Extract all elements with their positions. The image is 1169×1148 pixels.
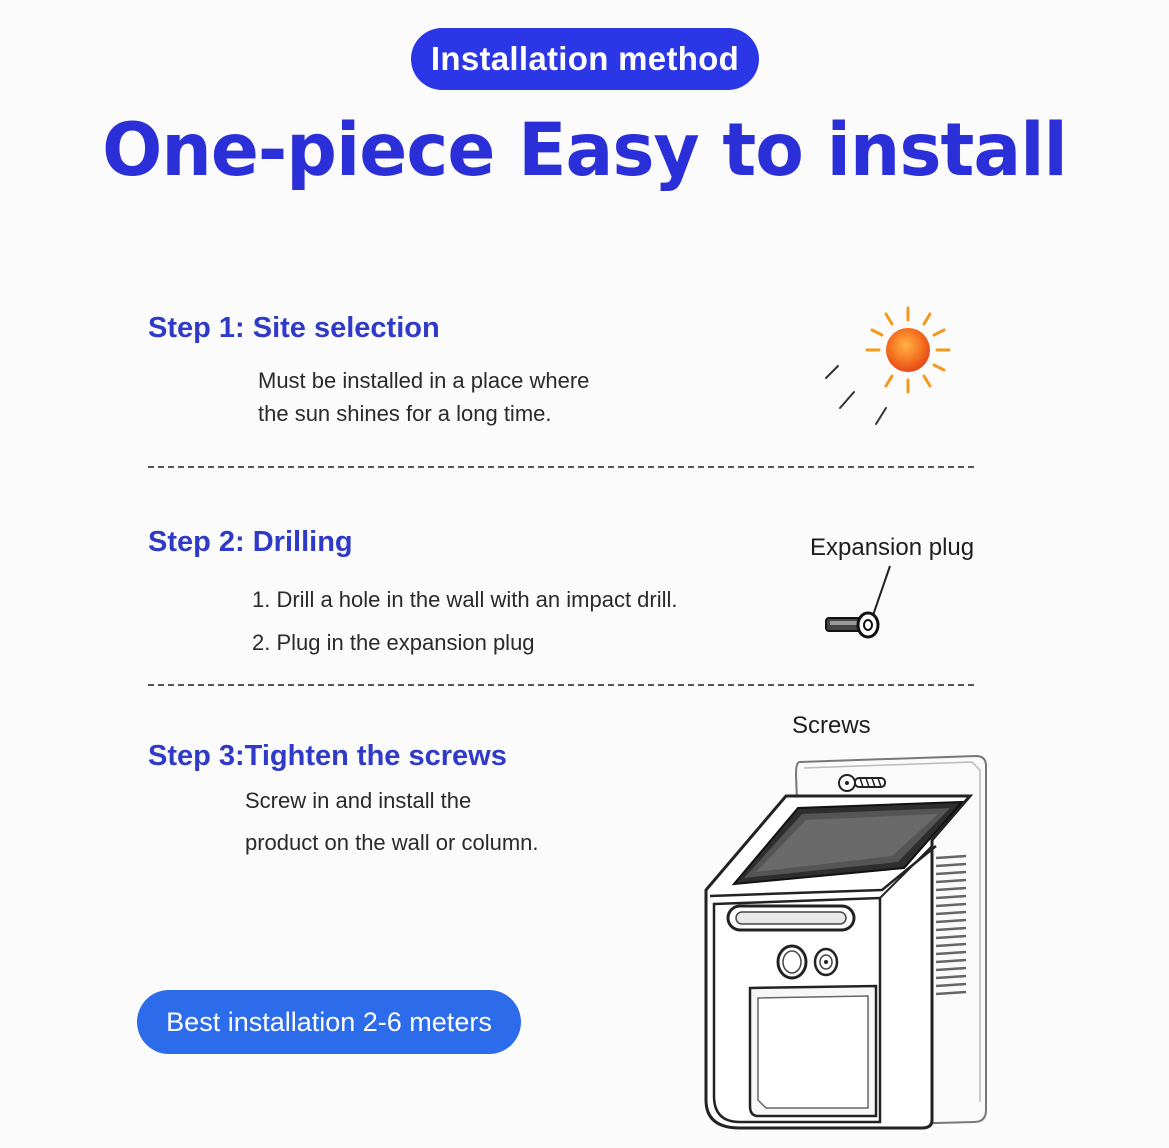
step-1-line-1: Must be installed in a place where (258, 368, 590, 393)
expansion-plug-icon (820, 560, 900, 650)
divider-1 (148, 466, 974, 468)
step-2-text (252, 578, 678, 664)
step-3-text (245, 780, 539, 864)
step-1-text (258, 364, 589, 430)
sun-icon (820, 300, 960, 430)
expansion-plug-label: Expansion plug (810, 534, 975, 561)
step-1-line-2: the sun shines for a long time. (258, 401, 552, 426)
step-2-line-1: 1. Drill a hole in the wall with an impact drill. (252, 587, 678, 612)
installation-method-badge: Installation method (411, 28, 759, 90)
step-2-title: Step 2: Drilling (148, 526, 353, 558)
step-3-title: Step 3:Tighten the screws (148, 740, 507, 772)
divider-2 (148, 684, 974, 686)
best-installation-badge: Best installation 2-6 meters (137, 990, 521, 1054)
solar-wall-light-icon (700, 750, 990, 1130)
screws-label: Screws (792, 712, 871, 739)
step-1-title: Step 1: Site selection (148, 312, 440, 344)
step-3-line-1: Screw in and install the (245, 788, 472, 813)
step-3-line-2: product on the wall or column. (245, 830, 539, 855)
page-headline: One-piece Easy to install (102, 108, 1067, 193)
step-2-line-2: 2. Plug in the expansion plug (252, 630, 535, 655)
